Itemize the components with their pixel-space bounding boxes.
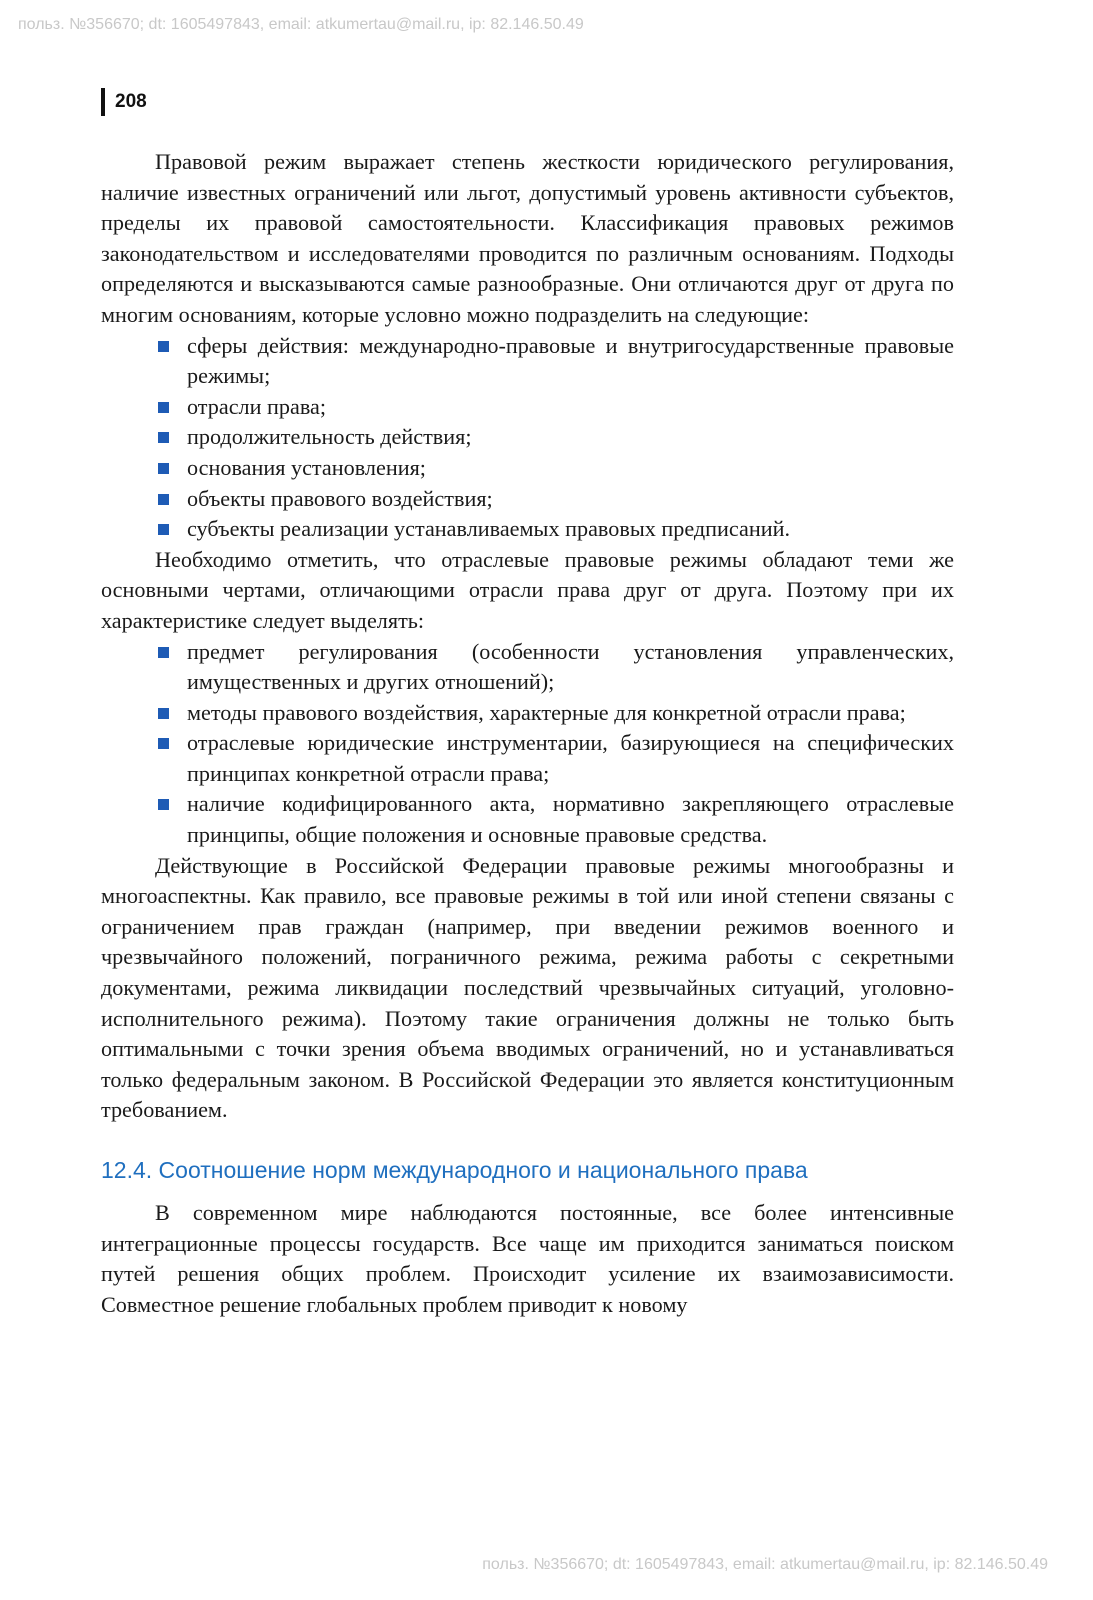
square-bullet-icon [158, 647, 169, 658]
page-body [101, 147, 954, 1320]
paragraph-sectoral: Необходимо отметить, что отраслевые правовые режимы обладают теми же основными чертами, отличающими отрасли права друг от друга. Поэтому при их характеристике следует выделять: [101, 546, 954, 633]
square-bullet-icon [158, 708, 169, 719]
square-bullet-icon [158, 799, 169, 810]
classification-list [101, 331, 954, 545]
paragraph-integration: В современном мире наблюдаются постоянные, все более интенсивные интеграционные процессы государств. Все чаще им приходится заниматься поиском путей решения общих проблем. Происходит усиление их взаимозависимости. Совместное решение глобальных проблем приводит к новому [101, 1200, 954, 1317]
characteristics-list [101, 637, 954, 851]
square-bullet-icon [158, 738, 169, 749]
list-item: методы правового воздействия, характерные для конкретной отрасли права; [101, 698, 954, 729]
page-number: 208 [101, 88, 147, 116]
square-bullet-icon [158, 524, 169, 535]
list-item: предмет регулирования (особенности установления управленческих, имущественных и других отношений); [101, 637, 954, 698]
list-item: субъекты реализации устанавливаемых правовых предписаний. [101, 514, 954, 545]
list-item: отраслевые юридические инструментарии, базирующиеся на специфических принципах конкретной отрасли права; [101, 728, 954, 789]
square-bullet-icon [158, 494, 169, 505]
paragraph-intro: Правовой режим выражает степень жесткости юридического регулирования, наличие известных ограничений или льгот, допустимый уровень активности субъектов, пределы их правовой самостоятельности. Классификация правовых режимов законодательством и исследователями проводится по различным основаниям. Подходы определяются и высказываются самые разнообразные. Они отличаются друг от друга по многим основаниям, которые условно можно подразделить на следующие: [101, 149, 954, 327]
watermark-top: польз. №356670; dt: 1605497843, email: atkumertau@mail.ru, ip: 82.146.50.49 [18, 16, 584, 33]
paragraph-regimes: Действующие в Российской Федерации правовые режимы многообразны и многоаспектны. Как правило, все правовые режимы в той или иной степени связаны с ограничением прав граждан (например, при введении режимов военного и чрезвычайного положений, пограничного режима, режима работы с секретными документами, режима ликвидации последствий чрезвычайных ситуаций, уголовно-исполнительного режима). Поэтому такие ограничения должны не только быть оптимальными с точки зрения объема вводимых ограничений, но и устанавливаться только федеральным законом. В Российской Федерации это является конституционным требованием. [101, 852, 954, 1123]
list-item: объекты правового воздействия; [101, 484, 954, 515]
section-heading: 12.4. Соотношение норм международного и национального права [101, 1157, 808, 1183]
list-item: отрасли права; [101, 392, 954, 423]
list-item: наличие кодифицированного акта, нормативно закрепляющего отраслевые принципы, общие положения и основные правовые средства. [101, 789, 954, 850]
list-item: сферы действия: международно-правовые и внутригосударственные правовые режимы; [101, 331, 954, 392]
watermark-bottom: польз. №356670; dt: 1605497843, email: atkumertau@mail.ru, ip: 82.146.50.49 [482, 1556, 1048, 1573]
list-item: продолжительность действия; [101, 422, 954, 453]
square-bullet-icon [158, 463, 169, 474]
square-bullet-icon [158, 402, 169, 413]
list-item: основания установления; [101, 453, 954, 484]
square-bullet-icon [158, 341, 169, 352]
square-bullet-icon [158, 432, 169, 443]
